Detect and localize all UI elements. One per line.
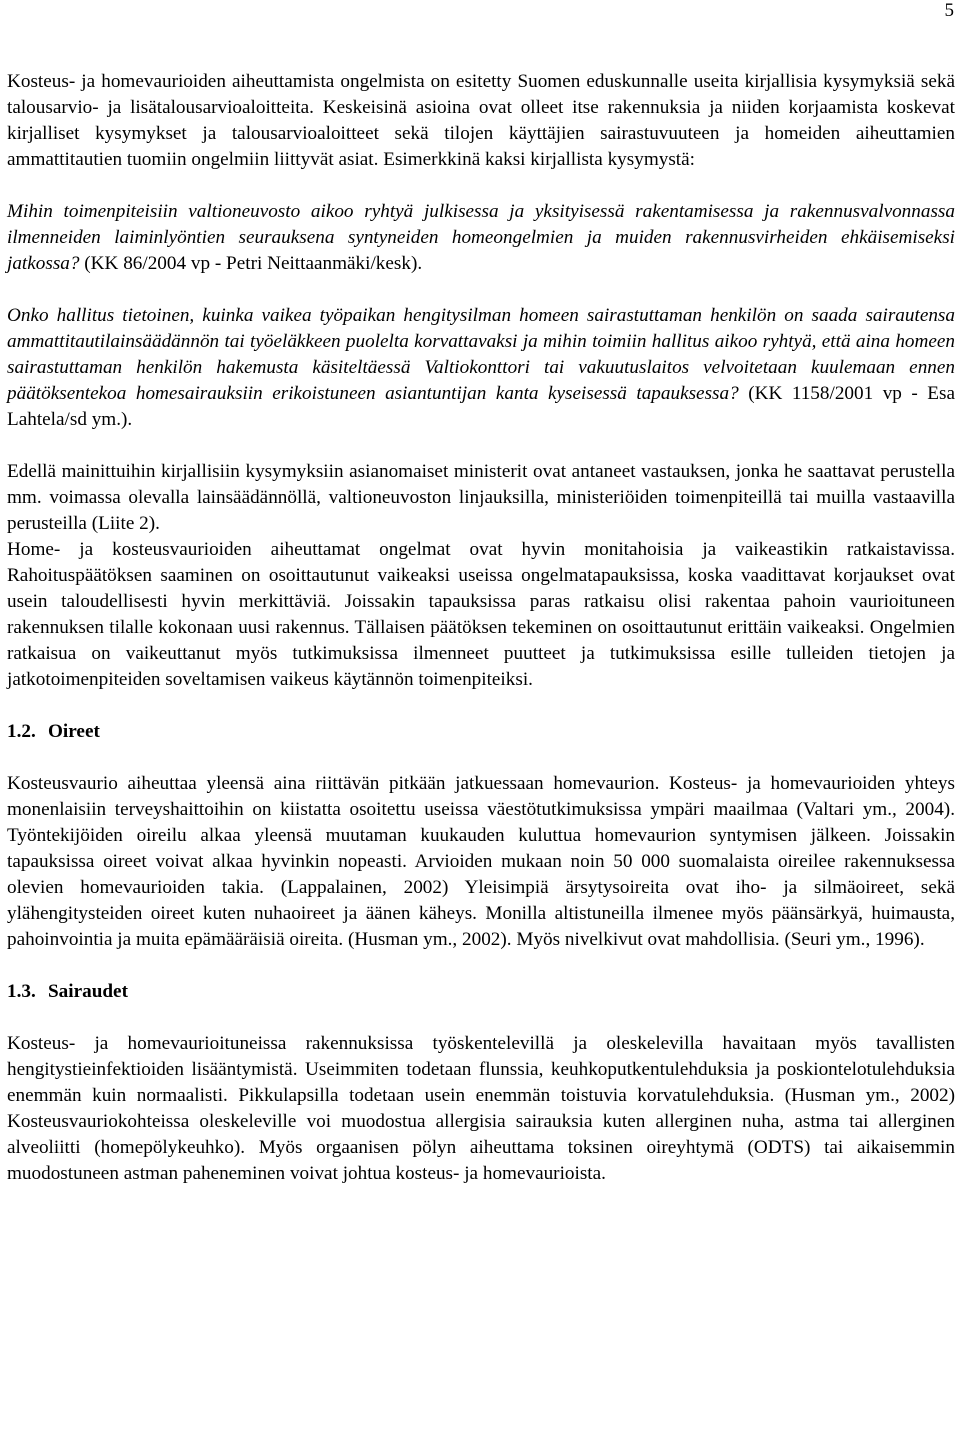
document-body — [7, 69, 955, 1187]
section-number: 1.3. — [7, 981, 36, 1002]
section-title: Sairaudet — [48, 981, 128, 1002]
question-1-paragraph — [7, 199, 955, 277]
question-2-text: Onko hallitus tietoinen, kuinka vaikea työpaikan hengitysilman homeen sairastuttaman henkilön on saada sairautensa ammattitautilainsäädännön tai työeläkkeen puolelta korvattavaksi ja mihin toimiin hallitus aikoo ryhtyä, että aina homeen sairastuttaman henkilön hakemusta käsiteltäessä Valtiokonttori tai vakuutuslaitos velvoitetaan kuulemaan ennen päätöksentekoa homesairauksiin erikoistuneen asiantuntijan kanta kyseisessä tapauksessa? — [7, 305, 955, 404]
answers-paragraph: Edellä mainittuihin kirjallisiin kysymyksiin asianomaiset ministerit ovat antaneet vastauksen, jonka he saattavat perustella mm. voimassa olevalla lainsäädännöllä, valtioneuvoston linjauksilla, ministeriöiden toimenpiteillä tai muilla vastaavilla perusteilla (Liite 2). — [7, 461, 955, 534]
symptoms-paragraph: Kosteusvaurio aiheuttaa yleensä aina riittävän pitkään jatkuessaan homevaurion. Kosteus- ja homevaurioiden yhteys monenlaisiin terveyshaittoihin on kiistatta osoitettu useissa väestötutkimuksissa ympäri maailmaa (Valtari ym., 2004). Työntekijöiden oireilu alkaa yleensä muutaman kuukauden kuluttua homevaurion syntymisen jälkeen. Joissakin tapauksissa oireet voivat alkaa hyvinkin nopeasti. Arvioiden mukaan noin 50 000 suomalaista oireilee rakennuksessa olevien homevaurioiden takia. (Lappalainen, 2002) Yleisimpiä ärsytysoireita ovat iho- ja silmäoireet, sekä ylähengitysteiden oireet kuten nuhaoireet ja äänen käheys. Monilla altistuneilla ilmenee myös päänsärkyä, huimausta, pahoinvointia ja muita epämääräisiä oireita. (Husman ym., 2002). Myös nivelkivut ovat mahdollisia. (Seuri ym., 1996). — [7, 773, 955, 950]
question-2-reference: (KK 1158/2001 vp - Esa Lahtela/sd ym.). — [7, 383, 955, 430]
diseases-paragraph: Kosteus- ja homevaurioituneissa rakennuksissa työskentelevillä ja oleskelevilla havaitaan myös tavallisten hengitystieinfektioiden lisääntymistä. Useimmiten todetaan flunssia, keuhkoputkentulehduksia ja poskiontelotulehduksia enemmän kuin normaalisti. Pikkulapsilla todetaan usein enemmän toistuvia korvatulehduksia. (Husman ym., 2002) Kosteusvauriokohteissa oleskeleville voi muodostua allergisia sairauksia kuten allerginen nuha, astma tai allerginen alveoliitti (homepölykeuhko). Myös orgaanisen pölyn aiheuttama toksinen oireyhtymä (ODTS) tai aikaisemmin muodostuneen astman paheneminen voivat johtua kosteus- ja homevaurioista. — [7, 1033, 955, 1184]
page-number: 5 — [944, 0, 954, 21]
question-2-paragraph — [7, 303, 955, 433]
section-heading-sairaudet — [7, 979, 955, 1005]
question-1-reference: (KK 86/2004 vp - Petri Neittaanmäki/kesk). — [79, 253, 423, 274]
problems-paragraph: Home- ja kosteusvaurioiden aiheuttamat ongelmat ovat hyvin monitahoisia ja vaikeastikin ratkaistavissa. Rahoituspäätöksen saaminen on osoittautunut vaikeaksi useissa ongelmatapauksissa, koska vaadittavat korjaukset ovat usein taloudellisesti hyvin merkittäviä. Joissakin tapauksissa paras ratkaisu olisi rakentaa pahoin vaurioituneen rakennuksen tilalle kokonaan uusi rakennus. Tällaisen päätöksen tekeminen on osoittautunut erittäin vaikeaksi. Ongelmien ratkaisua on vaikeuttanut myös tutkimuksissa ilmenneet puutteet ja tutkimuksissa esille tulleiden tietojen ja jatkotoimenpiteiden soveltamisen vaikeus käytännön toimenpiteiksi. — [7, 539, 955, 690]
section-number: 1.2. — [7, 721, 36, 742]
section-heading-oireet — [7, 719, 955, 745]
question-1-text: Mihin toimenpiteisiin valtioneuvosto aikoo ryhtyä julkisessa ja yksityisessä rakentamisessa ja rakennusvalvonnassa ilmenneiden laiminlyöntien seurauksena syntyneiden homeongelmien ja muiden rakennusvirheiden ehkäisemiseksi jatkossa? — [7, 201, 955, 274]
intro-paragraph: Kosteus- ja homevaurioiden aiheuttamista ongelmista on esitetty Suomen eduskunnalle useita kirjallisia kysymyksiä sekä talousarvio- ja lisätalousarvioaloitteita. Keskeisinä asioina ovat olleet itse rakennuksia ja niiden korjaamista koskevat kirjalliset kysymykset ja talousarvioaloitteet sekä tilojen käyttäjien sairastuvuuteen ja homeiden aiheuttamien ammattitautien tuomiin ongelmiin liittyvät asiat. Esimerkkinä kaksi kirjallista kysymystä: — [7, 71, 955, 170]
section-title: Oireet — [48, 721, 100, 742]
